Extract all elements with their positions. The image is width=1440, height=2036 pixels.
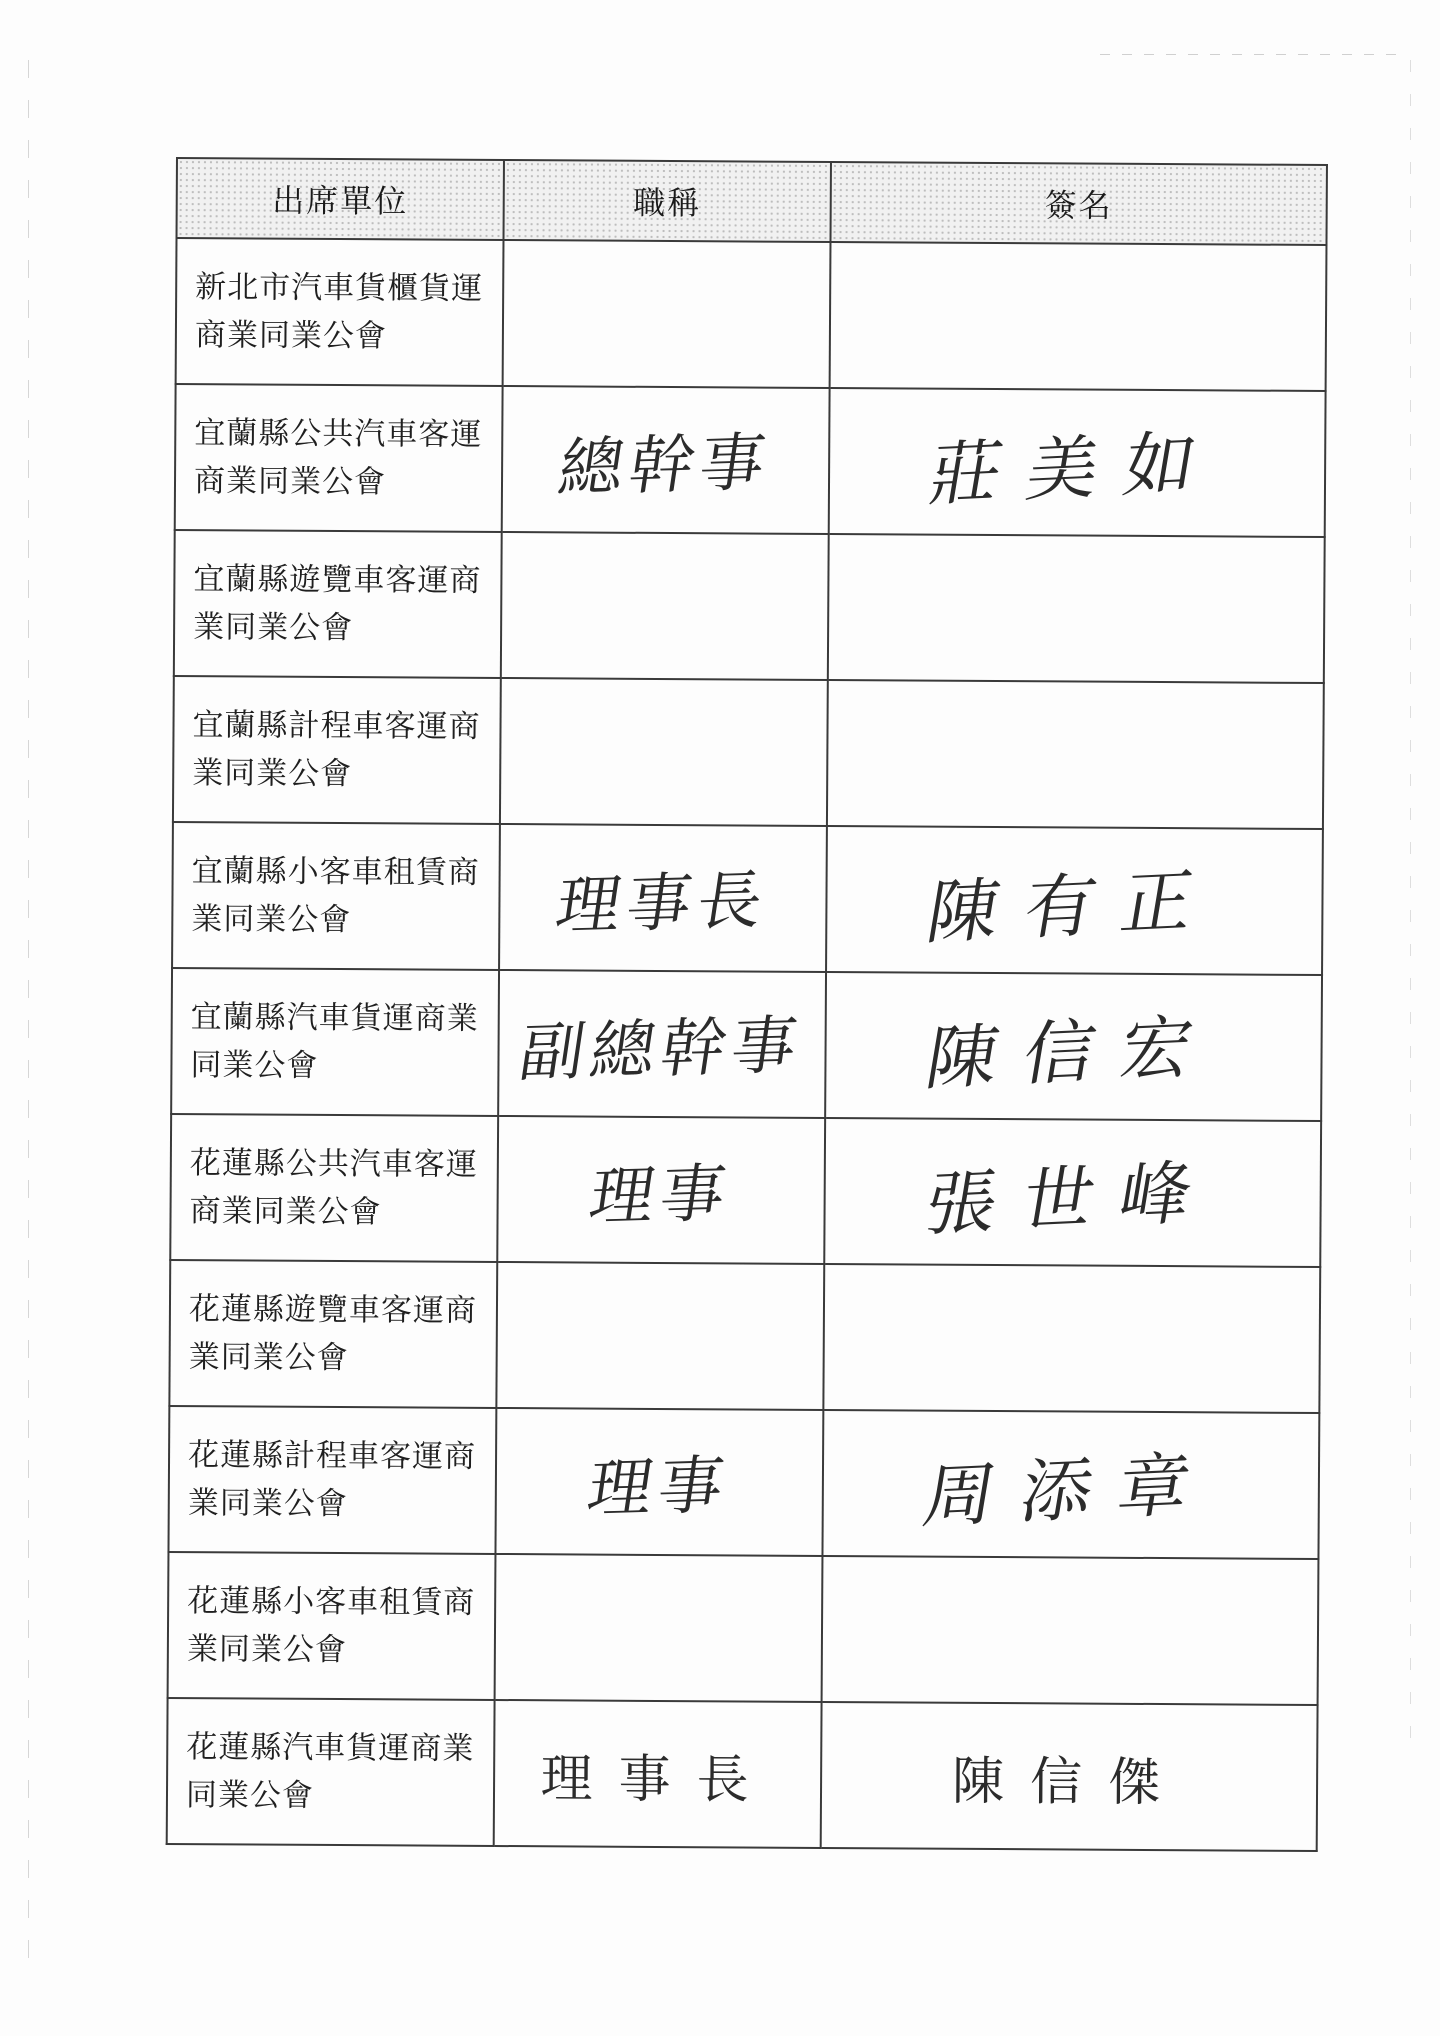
handwritten-signature [829, 305, 1328, 328]
table-row [171, 968, 1322, 1121]
title-cell [495, 1408, 823, 1556]
scan-artifact-left [28, 60, 29, 1960]
header-row [177, 158, 1327, 245]
table-row [170, 1114, 1321, 1267]
unit-cell [175, 384, 503, 532]
attendance-sign-in-table [166, 157, 1328, 1852]
handwritten-signature: 周添章 [917, 1442, 1223, 1538]
title-cell [496, 1262, 824, 1410]
signature-cell [821, 1702, 1318, 1851]
title-cell [497, 1116, 825, 1264]
handwritten-signature: 張世峰 [919, 1150, 1225, 1246]
table-row [176, 238, 1327, 391]
title-cell [500, 678, 828, 826]
unit-name: 花蓮縣遊覽車客運商業同業公會 [188, 1291, 478, 1377]
unit-name: 宜蘭縣遊覽車客運商業同業公會 [193, 561, 482, 647]
signature-cell [829, 388, 1326, 537]
signature-cell [823, 1264, 1320, 1413]
handwritten-title: 總幹事 [553, 426, 776, 506]
title-cell [494, 1700, 822, 1848]
handwritten-title: 副總幹事 [514, 1009, 808, 1091]
unit-cell [170, 1114, 498, 1262]
title-cell [498, 970, 826, 1118]
unit-name: 宜蘭縣汽車貨運商業同業公會 [190, 999, 479, 1084]
handwritten-title [503, 309, 830, 318]
unit-cell [171, 968, 499, 1116]
handwritten-signature: 陳信宏 [920, 1004, 1225, 1100]
handwritten-signature: 陳有正 [921, 858, 1226, 954]
scan-artifact-right [1410, 60, 1411, 1760]
table-row [172, 822, 1323, 975]
table-row [173, 676, 1324, 829]
unit-cell [173, 676, 501, 824]
header-sign: 簽名 [830, 162, 1326, 245]
signature-cell [826, 826, 1323, 975]
title-cell [502, 386, 830, 534]
table-row [168, 1406, 1319, 1559]
header-title: 職稱 [503, 160, 830, 242]
unit-cell [174, 530, 502, 678]
unit-name: 花蓮縣計程車客運商業同業公會 [187, 1437, 477, 1523]
handwritten-signature: 陳信傑 [951, 1751, 1187, 1813]
signature-cell [830, 242, 1327, 391]
handwritten-title: 理事長 [540, 1748, 775, 1811]
table-row [167, 1698, 1318, 1851]
signature-cell [828, 534, 1325, 683]
table-row [168, 1552, 1319, 1705]
handwritten-signature [822, 1327, 1321, 1350]
unit-name: 新北市汽車貨櫃貨運商業同業公會 [194, 269, 484, 355]
unit-name: 宜蘭縣小客車租賃商業同業公會 [191, 853, 480, 939]
handwritten-title: 理事 [584, 1157, 737, 1235]
unit-name: 宜蘭縣公共汽車客運商業同業公會 [193, 415, 483, 501]
unit-cell [168, 1406, 496, 1554]
handwritten-signature [826, 743, 1325, 766]
handwritten-title [497, 1331, 824, 1340]
handwritten-title [495, 1623, 822, 1632]
header-unit: 出席單位 [177, 158, 504, 240]
scan-artifact-top [1100, 54, 1400, 55]
unit-cell [172, 822, 500, 970]
unit-name: 花蓮縣公共汽車客運商業同業公會 [189, 1145, 478, 1231]
signature-cell [825, 972, 1322, 1121]
unit-name: 宜蘭縣計程車客運商業同業公會 [192, 707, 481, 793]
signature-cell [824, 1118, 1321, 1267]
unit-name: 花蓮縣汽車貨運商業同業公會 [185, 1729, 475, 1814]
unit-cell [167, 1698, 495, 1846]
table-row [175, 384, 1326, 537]
title-cell [503, 240, 831, 388]
handwritten-title [500, 747, 827, 756]
unit-cell [169, 1260, 497, 1408]
unit-cell [176, 238, 504, 386]
unit-cell [168, 1552, 496, 1700]
table-row [169, 1260, 1320, 1413]
title-cell [499, 824, 827, 972]
handwritten-signature: 莊美如 [923, 420, 1229, 516]
handwritten-title [501, 601, 828, 610]
title-cell [495, 1554, 823, 1702]
handwritten-title: 理事長 [551, 864, 774, 944]
signature-cell [822, 1556, 1319, 1705]
table-row [174, 530, 1325, 683]
handwritten-title: 理事 [582, 1449, 735, 1527]
handwritten-signature [821, 1619, 1320, 1642]
unit-name: 花蓮縣小客車租賃商業同業公會 [186, 1583, 476, 1669]
handwritten-signature [827, 597, 1326, 620]
signature-cell [827, 680, 1324, 829]
title-cell [501, 532, 829, 680]
signature-cell [822, 1410, 1319, 1559]
